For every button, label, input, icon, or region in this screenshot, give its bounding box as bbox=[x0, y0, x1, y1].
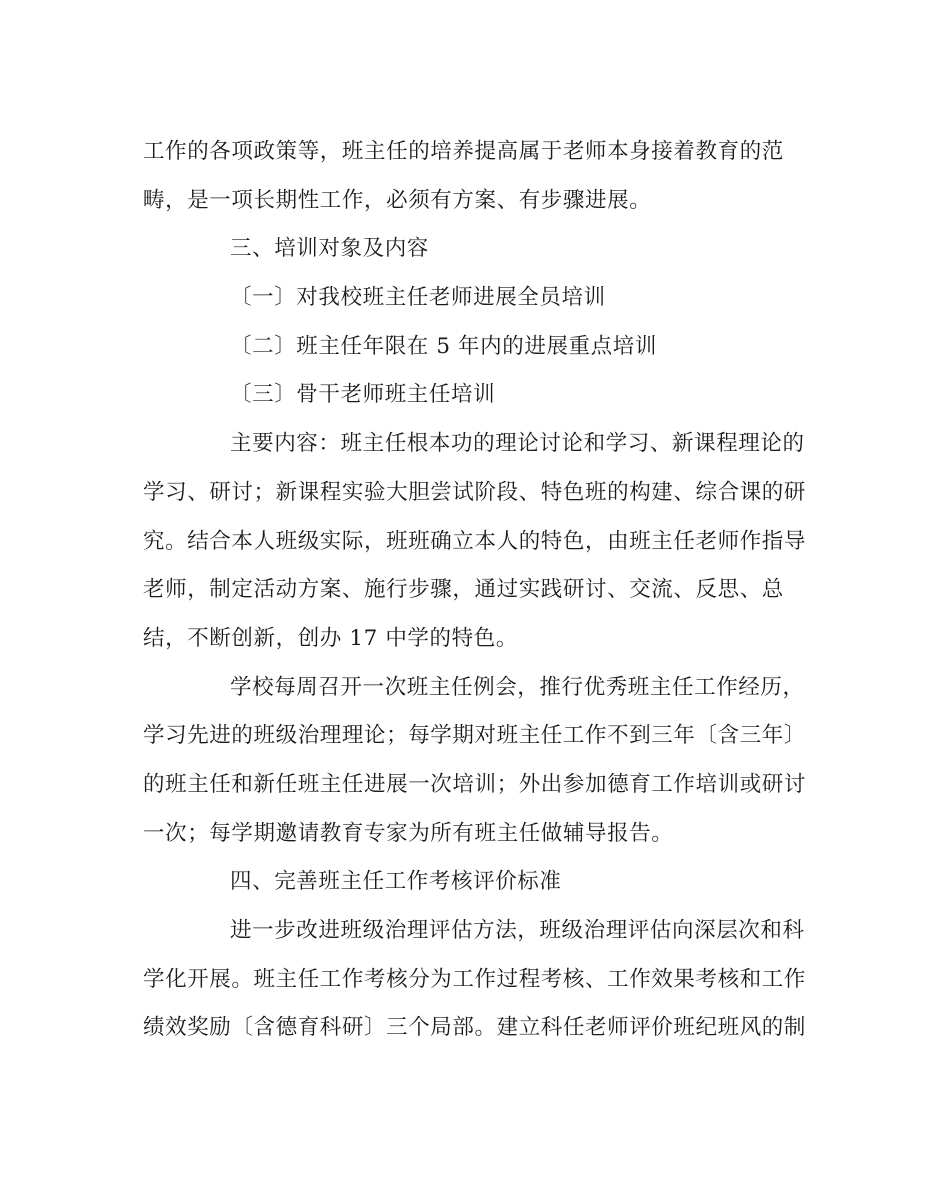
section-heading: 三、培训对象及内容 bbox=[230, 236, 429, 262]
body-line: 绩效奖励〔含德育科研〕三个局部。建立科任老师评价班纪班风的制 bbox=[143, 1015, 807, 1041]
section-heading: 四、完善班主任工作考核评价标准 bbox=[230, 869, 562, 895]
body-line: 学习、研讨；新课程实验大胆尝试阶段、特色班的构建、综合课的研 bbox=[143, 479, 807, 505]
body-line: 老师，制定活动方案、施行步骤，通过实践研讨、交流、反思、总 bbox=[143, 577, 784, 603]
body-line: 究。结合本人班级实际，班班确立本人的特色，由班主任老师作指导 bbox=[143, 528, 807, 554]
body-line: 一次；每学期邀请教育专家为所有班主任做辅导报告。 bbox=[143, 820, 674, 846]
list-item: 〔二〕班主任年限在 5 年内的进展重点培训 bbox=[230, 333, 657, 359]
body-line: 学化开展。班主任工作考核分为工作过程考核、工作效果考核和工作 bbox=[143, 966, 807, 992]
document-body bbox=[143, 128, 807, 1053]
list-item: 〔三〕骨干老师班主任培训 bbox=[230, 382, 496, 408]
body-line: 畴，是一项长期性工作，必须有方案、有步骤进展。 bbox=[143, 187, 652, 213]
body-line: 学校每周召开一次班主任例会，推行优秀班主任工作经历， bbox=[230, 674, 805, 700]
body-line: 进一步改进班级治理评估方法，班级治理评估向深层次和科 bbox=[230, 918, 805, 943]
list-item: 〔一〕对我校班主任老师进展全员培训 bbox=[230, 285, 606, 311]
body-line: 主要内容：班主任根本功的理论讨论和学习、新课程理论的 bbox=[230, 431, 805, 457]
body-line: 结，不断创新，创办 17 中学的特色。 bbox=[143, 625, 518, 651]
body-line: 工作的各项政策等，班主任的培养提高属于老师本身接着教育的范 bbox=[143, 139, 784, 164]
body-line: 的班主任和新任班主任进展一次培训；外出参加德育工作培训或研讨 bbox=[143, 771, 807, 797]
body-line: 学习先进的班级治理理论；每学期对班主任工作不到三年〔含三年〕 bbox=[143, 723, 807, 749]
